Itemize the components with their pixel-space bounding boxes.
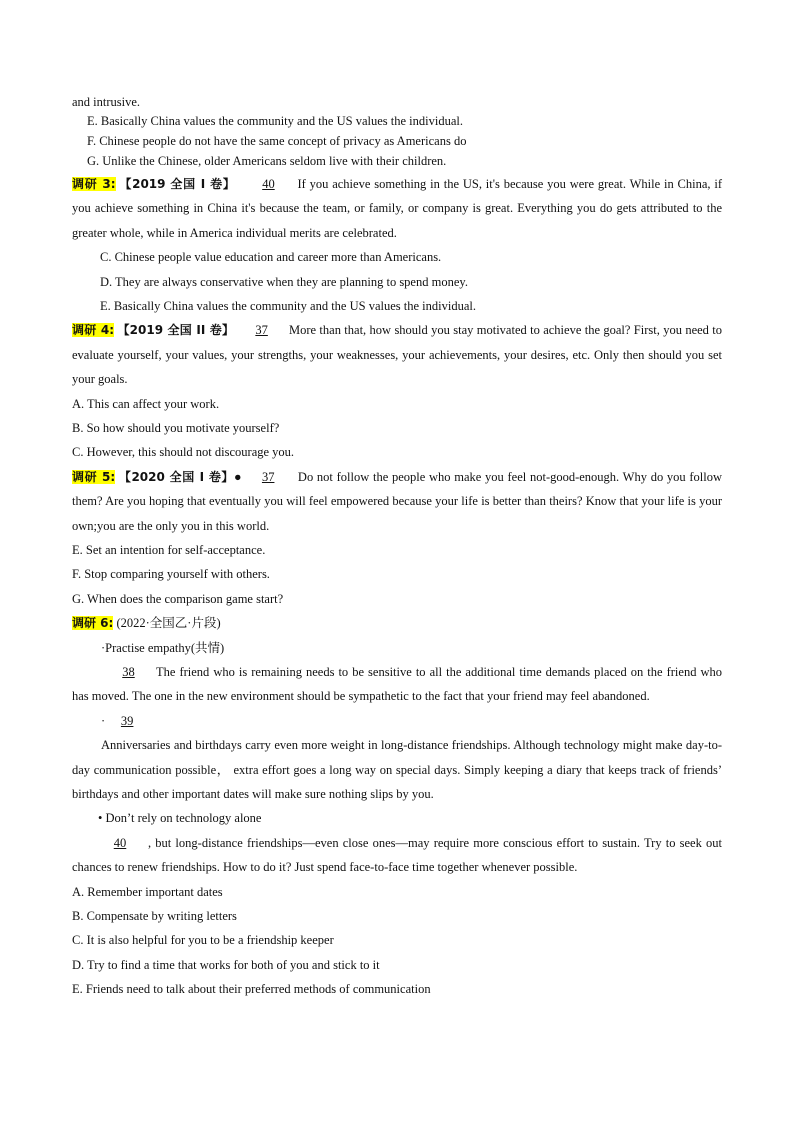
question-tag: 调研 4: [72, 323, 115, 338]
paragraph: Anniversaries and birthdays carry even more weight in long-distance friendships. Although technology might make day-to-day communication possible， extra effort goes a long way on special days. Simply keeping a diary that keeps track of friends’ birthdays and other important dates will make sure nothing slips by you. [72, 738, 722, 801]
option-item: D. Try to find a time that works for both of you and stick to it [72, 957, 380, 972]
question-source: 【2019 全国 II 卷】 [117, 323, 235, 338]
paragraph [72, 831, 722, 880]
question-6-header [72, 611, 722, 635]
answer-blank: 40 [262, 177, 275, 191]
option-item: E. Friends need to talk about their preferred methods of communication [72, 982, 431, 997]
question-tag: 调研 6: [72, 616, 114, 631]
answer-blank: 39 [120, 713, 134, 728]
paragraph-text: The friend who is remaining needs to be sensitive to all the additional time demands placed on the friend who has moved. The one in the new environment should be sympathetic to the fact that your friend may feel abandoned. [72, 664, 722, 704]
option-item: E. Basically China values the community and the US values the individual. [100, 299, 476, 313]
paragraph-text: , but long-distance friendships—even close ones—may require more conscious effort to sustain. Try to seek out chances to renew friendships. How to do it? Just spend face-to-face time together whenever possible. [72, 835, 722, 875]
answer-blank: 38 [122, 664, 135, 679]
paragraph [72, 660, 722, 709]
option-item: E. Basically China values the community and the US values the individual. [87, 114, 463, 128]
option-item: A. This can affect your work. [72, 396, 220, 411]
question-3 [72, 172, 722, 245]
option-item: E. Set an intention for self-acceptance. [72, 543, 266, 557]
question-source: (2022·全国乙·片段) [116, 616, 221, 631]
question-tag: 调研 3: [72, 177, 116, 191]
option-item: D. They are always conservative when they are planning to spend money. [100, 274, 468, 289]
question-5 [72, 465, 722, 538]
question-4 [72, 318, 722, 391]
option-item: B. So how should you motivate yourself? [72, 421, 280, 435]
answer-blank: 37 [261, 469, 275, 484]
option-item: C. It is also helpful for you to be a friendship keeper [72, 933, 334, 948]
answer-blank: 40 [113, 835, 127, 850]
option-item: A. Remember important dates [72, 884, 223, 899]
paragraph-line: and intrusive. [72, 95, 141, 109]
option-item: F. Chinese people do not have the same concept of privacy as Americans do [87, 134, 467, 148]
option-item: C. Chinese people value education and career more than Americans. [100, 250, 442, 265]
heading-prefix: · [101, 713, 106, 728]
section-heading: ·Practise empathy(共情) [101, 640, 225, 655]
bullet-icon: ● [234, 469, 243, 484]
option-item: F. Stop comparing yourself with others. [72, 567, 270, 582]
option-item: B. Compensate by writing letters [72, 908, 237, 923]
question-tag: 调研 5: [72, 469, 116, 484]
question-text: Do not follow the people who make you feel not-good-enough. Why do you follow them? Are you hoping that eventually you will feel empowered because your life is better than theirs? Know that your life is your own;you are the only you in this world. [72, 469, 723, 533]
section-heading: • Don’t rely on technology alone [98, 811, 262, 826]
option-item: C. However, this should not discourage you. [72, 445, 295, 460]
answer-blank: 37 [255, 323, 268, 338]
question-source: 【2019 全国 I 卷】 [119, 177, 236, 191]
section-heading [72, 709, 722, 733]
document-page [72, 93, 722, 1002]
question-text: If you achieve something in the US, it's because you were great. While in China, if you achieve something in China it's because the team, or family, or company is great. Everything you do gets attributed to the greater whole, while in America individual merits are celebrated. [72, 177, 723, 240]
option-item: G. Unlike the Chinese, older Americans seldom live with their children. [87, 154, 447, 168]
question-text: More than that, how should you stay motivated to achieve the goal? First, you need to evaluate yourself, your values, your strengths, your weaknesses, your achievements, your desires, etc. Only then should you set your goals. [72, 323, 723, 387]
question-source: 【2020 全国 I 卷】 [118, 469, 235, 484]
option-item: G. When does the comparison game start? [72, 591, 284, 606]
